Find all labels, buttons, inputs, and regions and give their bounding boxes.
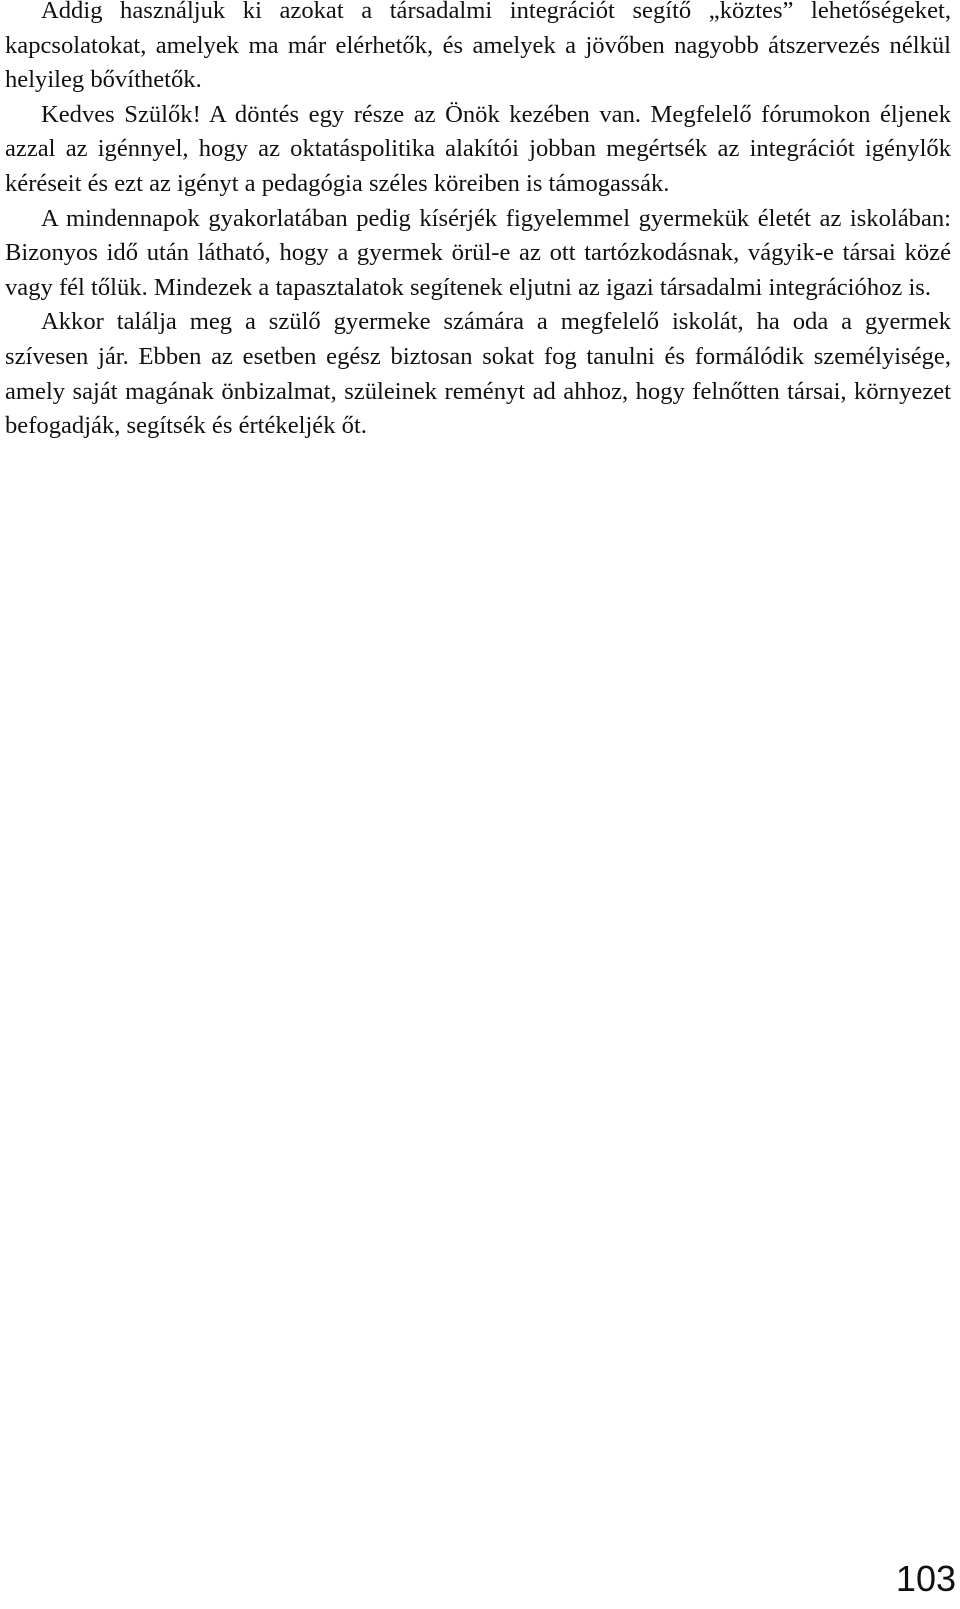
paragraph-integration-options: Addig használjuk ki azokat a társadalmi integrációt segítő „köztes” lehetőségeket, kapcsolatokat, amelyek ma már elérhetők, és amelyek a jövőben nagyobb átszervezés nélkül helyileg bővíthetők. <box>5 0 951 94</box>
paragraph-right-school: Akkor találja meg a szülő gyermeke számára a megfelelő iskolát, ha oda a gyermek szívesen jár. Ebben az esetben egész biztosan sokat fog tanulni és formálódik személyisége, amely saját magának önbizalmat, szüleinek reményt ad ahhoz, hogy felnőtten társai, környezet befogadják, segítsék és értékeljék őt. <box>5 308 951 440</box>
paragraph-everyday-practice: A mindennapok gyakorlatában pedig kísérjék figyelemmel gyermekük életét az iskolában: Bizonyos idő után látható, hogy a gyermek örül-e az ott tartózkodásnak, vágyik-e társai közé vagy fél tőlük. Mindezek a tapasztalatok segítenek eljutni az igazi társadalmi integrációhoz is. <box>5 204 951 301</box>
page-number: 103 <box>895 1558 956 1599</box>
page-body <box>5 0 951 444</box>
paragraph-dear-parents: Kedves Szülők! A döntés egy része az Önök kezében van. Megfelelő fórumokon éljenek azzal az igénnyel, hogy az oktatáspolitika alakítói jobban megértsék az integrációt igénylők kéréseit és ezt az igényt a pedagógia széles köreiben is támogassák. <box>5 100 951 197</box>
